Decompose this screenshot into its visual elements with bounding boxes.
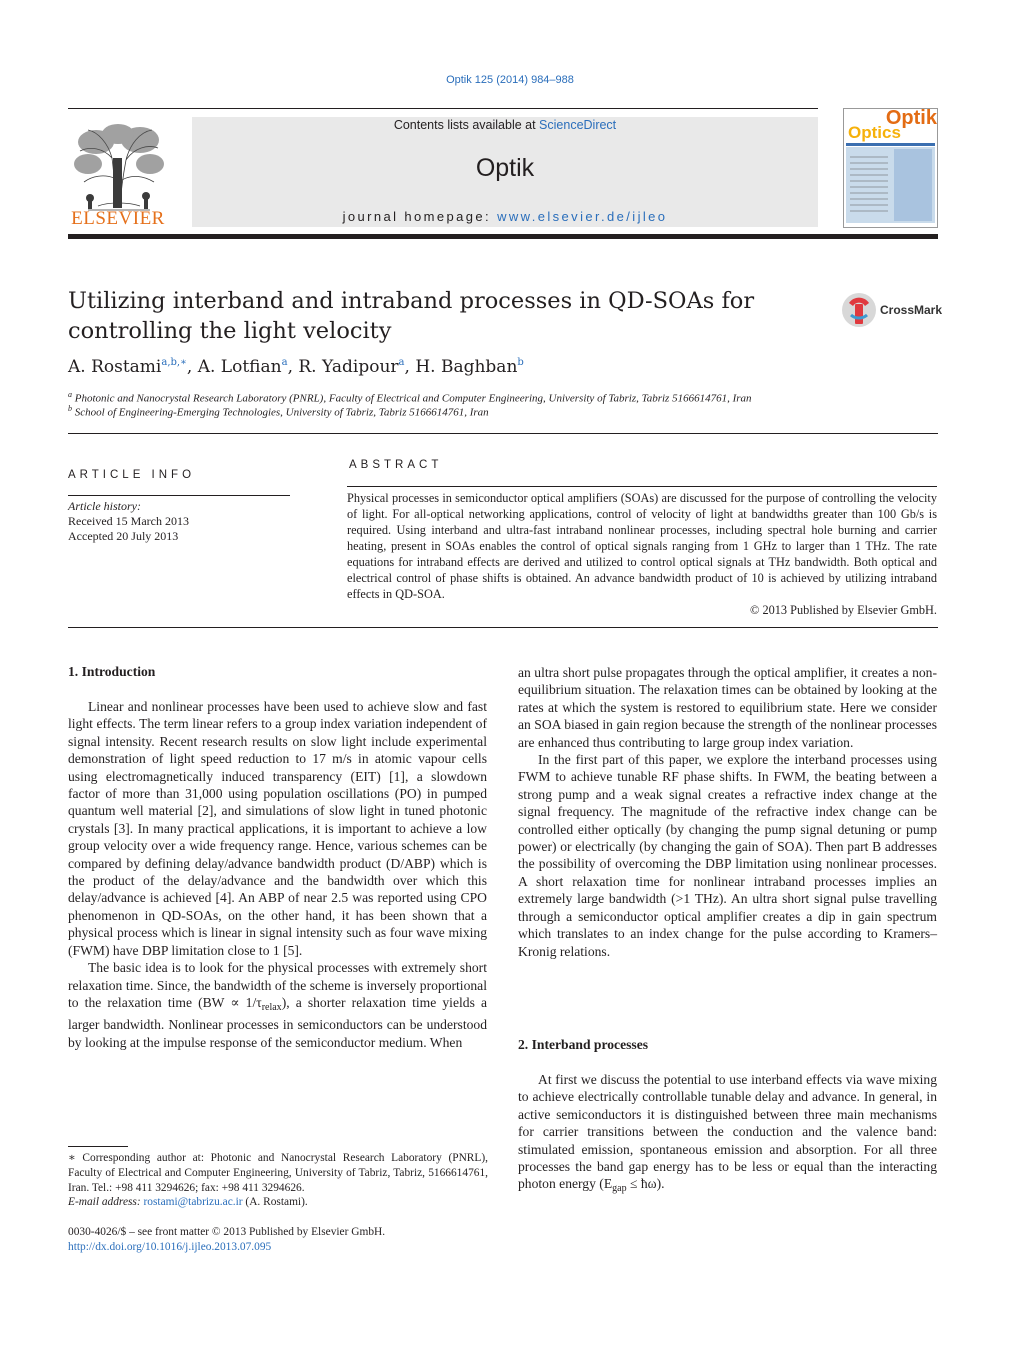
paragraph — [68, 959, 487, 1051]
title-line-2: controlling the light velocity — [68, 318, 392, 344]
author-name: R. Yadipour — [298, 357, 399, 377]
email-suffix: (A. Rostami). — [242, 1196, 308, 1208]
right-column-text — [518, 1071, 937, 1198]
email-line — [68, 1196, 308, 1208]
issn-line: 0030-4026/$ – see front matter © 2013 Published by Elsevier GmbH. — [68, 1226, 386, 1238]
abstract-rule — [347, 486, 937, 487]
paragraph: In the first part of this paper, we explore the interband processes using FWM to achieve tunable RF phase shifts. In FWM, the beating between a strong pump and a weak signal creates a refractive index change at the signal frequency. The magnitude of the refractive index change can be controlled either optically (by changing the pump signal detuning or pump power) or electrically (by changing the gain of SOA). Then part B addresses the possibility of overcoming the DBP limitation using nonlinear processes. A short relaxation time for nonlinear intraband processes implies an extremely large bandwidth (>1 THz). An ultra short signal pulse travelling through a semiconductor optical amplifier creates a dip in gain spectrum which translates to an index change for the pulse according to Kramers–Kronig relations. — [518, 752, 937, 959]
accepted-date: Accepted 20 July 2013 — [68, 529, 179, 543]
affiliation-mark: a — [68, 390, 72, 399]
left-column-text — [68, 698, 487, 1051]
paragraph-text: ), a shorter relaxation time yields a larger bandwidth. Nonlinear processes in semiconductors can be understood by looking at the impulse response of the semiconductor medium. When — [68, 994, 487, 1050]
journal-homepage-line — [192, 209, 818, 224]
author-affiliation-mark[interactable]: a — [281, 357, 288, 368]
author-affiliation-mark[interactable]: b — [517, 357, 524, 368]
crossmark-label[interactable]: CrossMark — [880, 303, 943, 317]
abstract-copyright: © 2013 Published by Elsevier GmbH. — [750, 603, 937, 617]
article-info-heading: ARTICLE INFO — [68, 469, 196, 481]
email-link[interactable]: rostami@tabrizu.ac.ir — [143, 1196, 243, 1208]
contents-available-line — [192, 118, 818, 132]
header-rule — [68, 108, 818, 109]
homepage-prefix: journal homepage: — [342, 209, 498, 224]
journal-citation[interactable]: Optik 125 (2014) 984–988 — [446, 74, 574, 86]
affiliation-mark: b — [68, 404, 72, 413]
affiliation-b — [68, 404, 489, 419]
author-list: A. Rostami$^{a,b,∗}$, A. Lotfian$^a$, R. Yadipour$^a$, H. Baghban$^b$ — [68, 357, 524, 377]
received-date: Received 15 March 2013 — [68, 514, 189, 528]
contents-prefix: Contents lists available at — [393, 118, 540, 132]
elsevier-wordmark: ELSEVIER — [71, 208, 165, 229]
footnote-rule — [68, 1146, 128, 1147]
journal-name: Optik — [475, 154, 535, 182]
abstract-text: Physical processes in semiconductor optical amplifiers (SOAs) are discussed for the purpose of controlling the velocity of light. For all-optical networking applications, control of velocity of light at bandwidths greater than 100 Gb/s is required. Using interband and ultra-fast intraband nonlinear processes, including spectral hole burning and carrier heating, present in SOAs enables the control of optical signals ranging from 1 GHz to larger than 1 THz. The rate equations for intraband effects are derived and utilized to control optical signals at THz bandwidth. Both optical and electrical control of phase shifts is obtained. An advance bandwidth product of 10 is achieved by utilizing intraband effects in QD-SOA. — [347, 491, 937, 601]
history-label: Article history: — [68, 499, 141, 513]
homepage-link[interactable]: www.elsevier.de/ijleo — [497, 209, 668, 224]
affiliation-a — [68, 390, 752, 405]
doi-link[interactable]: http://dx.doi.org/10.1016/j.ijleo.2013.07.095 — [68, 1241, 272, 1253]
section-rule — [68, 627, 938, 628]
right-column-text — [518, 664, 937, 960]
author-name: H. Baghban — [415, 357, 518, 377]
header-thick-rule — [68, 234, 938, 239]
cover-title: Optik — [885, 108, 937, 129]
email-label: E-mail address: — [68, 1196, 144, 1208]
section-rule — [68, 433, 938, 434]
article-title — [68, 286, 768, 346]
title-line-1: Utilizing interband and intraband processes in QD-SOAs for — [68, 288, 755, 314]
sciencedirect-link[interactable]: ScienceDirect — [539, 118, 617, 132]
author-affiliation-mark[interactable]: a — [398, 357, 405, 368]
section-heading-interband: 2. Interband processes — [518, 1037, 649, 1052]
author-name: A. Lotfian — [197, 357, 282, 377]
corresponding-author-footnote: ∗ Corresponding author at: Photonic and Nanocrystal Research Laboratory (PNRL), Faculty of Electrical and Computer Engineering, University of Tabriz, Tabriz, 5166614761, Iran. Tel.: +98 411 3294626; fax: +98 411 3294626. — [68, 1152, 488, 1194]
paragraph-text: The basic idea is to look for the physical processes with extremely short relaxation time. Since, the bandwidth of the scheme is inversely proportional to the relaxation time (BW ∝ 1/τ — [68, 960, 487, 1010]
author-affiliation-mark[interactable]: a,b,∗ — [161, 357, 187, 368]
affiliation-text: Photonic and Nanocrystal Research Laboratory (PNRL), Faculty of Electrical and Computer Engineering, University of Tabriz, Tabriz 5166614761, Iran — [74, 392, 752, 405]
subscript: relax — [261, 1001, 282, 1013]
journal-cover-thumbnail[interactable] — [843, 108, 938, 228]
article-history — [68, 499, 189, 544]
paragraph-text: At first we discuss the potential to use interband effects via wave mixing to achieve electrically controllable tunable delay and advance. In general, in active semiconductors it is distinguished between three main mechanisms for carrier transitions between the conduction and the valence band: stimulated emission, spontaneous emission and absorption. For all three processes the band gap energy has to be less or equal than the interacting photon energy (E — [518, 1072, 937, 1192]
affiliation-text: School of Engineering-Emerging Technologies, University of Tabriz, Tabriz 5166614761, Iran — [74, 406, 489, 419]
cover-subtitle: Optics — [848, 123, 901, 142]
paragraph: Linear and nonlinear processes have been used to achieve slow and fast light effects. The term linear refers to a group index variation independent of signal intensity. Recent research results on slow light include experimental demonstration of light speed reduction to 17 m/s in atomic vapour cells using electromagnetically induced transparency (EIT) [1], a slowdown factor of more than 31,000 using population oscillations (PO) in pumped quantum well material [2], and simulations of slow light in tuned photonic crystals [3]. In many practical applications, it is important to achieve a low group velocity over a wide frequency range. Hence, various schemes can be compared by defining delay/advance bandwidth product (D/ABP) which is the product of the delay/advance and the bandwidth over which this delay/advance is achieved [4]. An ABP of near 2.5 was reported using CPO phenomenon in QD-SOAs, on the other hand, it has been shown that a physical process which is linear in signal intensity such as four wave mixing (FWM) have DBP limitation close to 1 [5]. — [68, 699, 487, 958]
article-info-rule — [68, 495, 290, 496]
section-heading-introduction: 1. Introduction — [68, 664, 156, 679]
paragraph: an ultra short pulse propagates through the optical amplifier, it creates a non-equilibrium situation. The relaxation times can be obtained by looking at the rates at which the system is restored to equilibrium state. Here we consider an SOA biased in gain region because the strength of the nonlinear processes are enhanced thus contributing to large group index variation. — [518, 665, 937, 750]
paragraph — [518, 1071, 937, 1198]
subscript: gap — [612, 1183, 627, 1195]
paragraph-text: ≤ ħω). — [626, 1176, 665, 1192]
author-name: A. Rostami — [68, 357, 162, 377]
abstract-heading: ABSTRACT — [349, 459, 443, 471]
